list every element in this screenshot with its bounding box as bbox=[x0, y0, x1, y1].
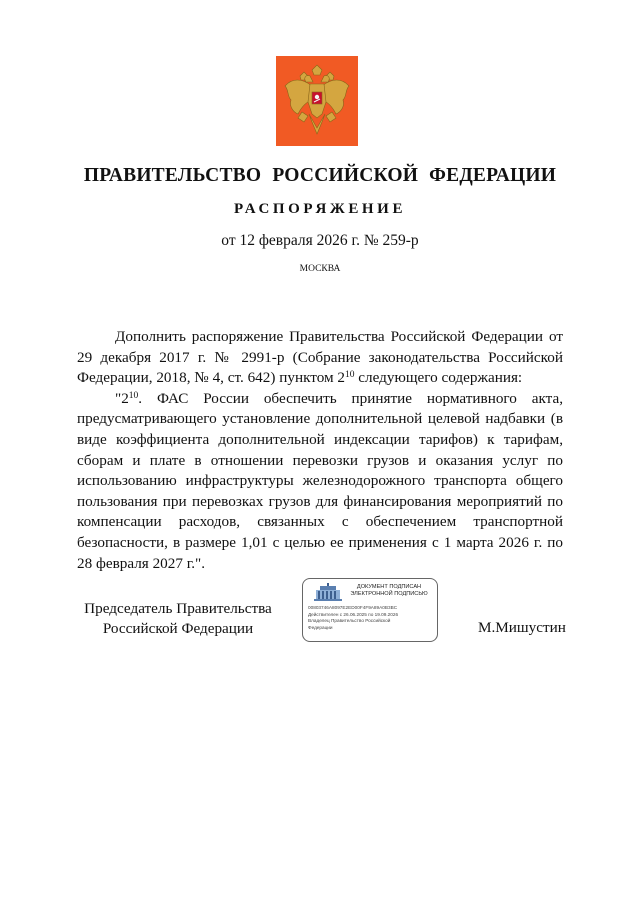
order-paragraph-1: Дополнить распоряжение Правительства Российской Федерации от 29 декабря 2017 г. № 2991-р (Собрание законодательства Российской Федерации, 2018, № 4, ст. 642) пунктом $2^{10}$ следующего содержания: bbox=[77, 328, 563, 387]
coat-of-arms-icon bbox=[276, 56, 358, 146]
stamp-validity: Действителен с 26.06.2025 по 19.09.2026 bbox=[308, 611, 399, 617]
stamp-owner-line1: Владелец Правительство Российской bbox=[308, 618, 391, 624]
stamp-certificate: 00803746A8097E2ED00F4F9A89A0B3BC bbox=[308, 605, 398, 610]
signatory-name: М.Мишустин bbox=[478, 619, 566, 636]
government-building-icon bbox=[312, 583, 344, 603]
electronic-signature-stamp bbox=[302, 578, 438, 642]
document-date-number: от 12 февраля 2026 г. № 259-р bbox=[221, 232, 419, 249]
document-type: РАСПОРЯЖЕНИЕ bbox=[233, 201, 407, 217]
stamp-details bbox=[308, 605, 436, 631]
order-paragraph-2: "$2^{10}$. ФАС России обеспечить принятие нормативного акта, предусматривающего установление дополнительной целевой надбавки (в виде коэффициента дополнительной индексации тарифов) к тарифам, сборам и плате в отношении перевозки грузов и оказания услуг по использованию инфраструктуры железнодорожного транспорта общего пользования при перевозках грузов для финансирования мероприятий по компенсации расходов, связанных с обеспечением транспортной безопасности, в размере 1,01 с целью ее применения с 1 марта 2026 г. по 28 февраля 2027 г.". bbox=[77, 389, 563, 572]
order-text bbox=[77, 327, 563, 574]
stamp-heading: ДОКУМЕНТ ПОДПИСАН ЭЛЕКТРОННОЙ ПОДПИСЬЮ bbox=[350, 584, 428, 597]
stamp-owner-line2: Федерации bbox=[308, 624, 333, 630]
government-title: ПРАВИТЕЛЬСТВО РОССИЙСКОЙ ФЕДЕРАЦИИ bbox=[83, 165, 557, 186]
signatory-title: Председатель Правительства Российской Федерации bbox=[84, 600, 272, 637]
document-city: МОСКВА bbox=[299, 264, 341, 274]
